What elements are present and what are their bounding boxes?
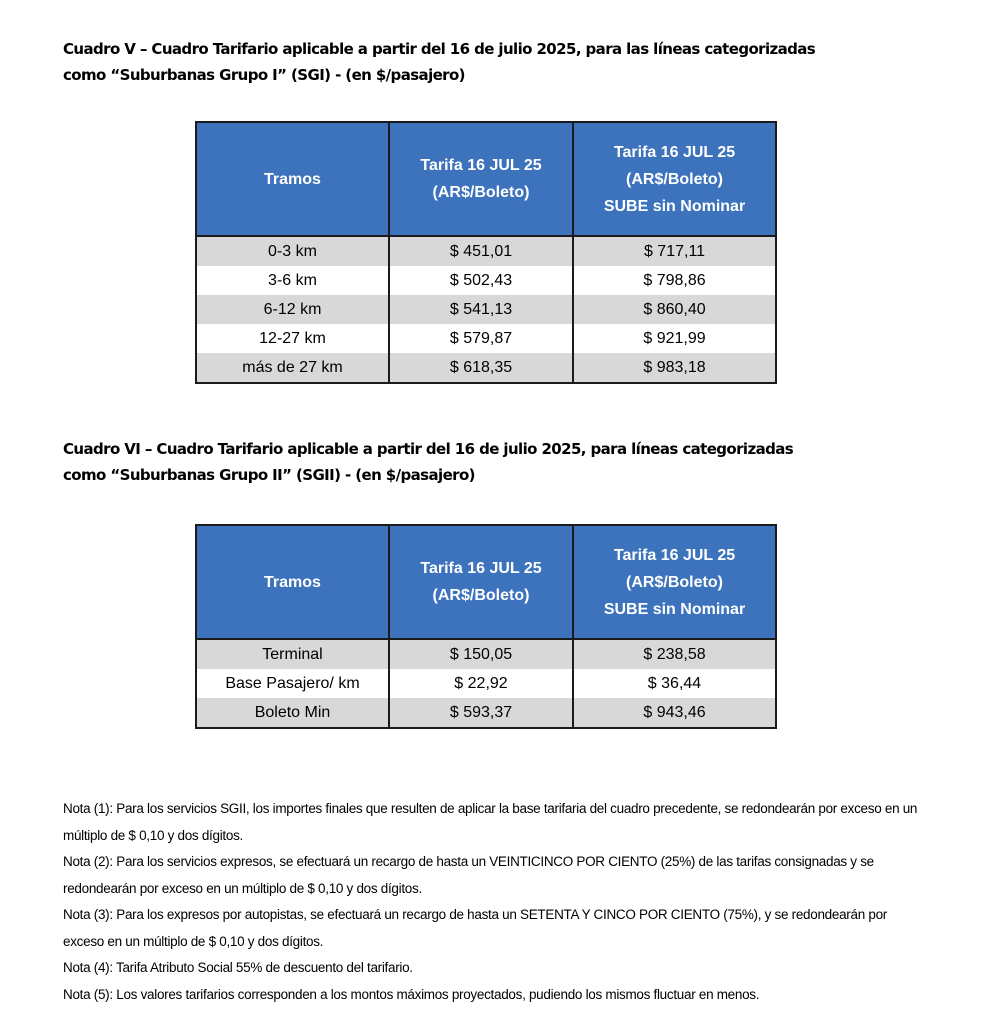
cell-sube: $ 983,18 <box>573 353 776 383</box>
header-tramos: Tramos <box>196 525 389 639</box>
cuadro-vi-table <box>195 524 777 729</box>
cuadro-vi-caption <box>63 436 923 488</box>
cuadro-vi-caption-line1: Cuadro VI – Cuadro Tarifario aplicable a partir del 16 de julio 2025, para líneas categorizadas <box>63 440 794 458</box>
table-row <box>196 669 776 698</box>
cell-tarifa: $ 502,43 <box>389 266 573 295</box>
note-1: Nota (1): Para los servicios SGII, los importes finales que resulten de aplicar la base tarifaria del cuadro precedente, se redondearán por exceso en un múltiplo de $ 0,10 y dos dígitos. <box>63 801 918 843</box>
note-5: Nota (5): Los valores tarifarios corresponden a los montos máximos proyectados, pudiendo los mismos fluctuar en menos. <box>63 986 760 1002</box>
table-row <box>196 266 776 295</box>
cell-tramo: Boleto Min <box>196 698 389 728</box>
cell-sube: $ 798,86 <box>573 266 776 295</box>
cell-tarifa: $ 22,92 <box>389 669 573 698</box>
cell-tarifa: $ 150,05 <box>389 639 573 669</box>
cell-tarifa: $ 541,13 <box>389 295 573 324</box>
table-row <box>196 324 776 353</box>
table-row <box>196 236 776 266</box>
cuadro-v-caption <box>63 36 923 88</box>
note-4: Nota (4): Tarifa Atributo Social 55% de descuento del tarifario. <box>63 960 413 975</box>
note-2: Nota (2): Para los servicios expresos, se efectuará un recargo de hasta un VEINTICINCO POR CIENTO (25%) de las tarifas consignadas y se redondearán por exceso en un múltiplo de $ 0,10 y dos dígitos. <box>63 854 874 896</box>
table-header-row <box>196 525 776 639</box>
cell-sube: $ 238,58 <box>573 639 776 669</box>
note-3: Nota (3): Para los expresos por autopistas, se efectuará un recargo de hasta un SETENTA Y CINCO POR CIENTO (75%), y se redondearán por exceso en un múltiplo de $ 0,10 y dos dígitos. <box>63 907 887 949</box>
cell-tarifa: $ 451,01 <box>389 236 573 266</box>
table-row <box>196 295 776 324</box>
cell-tarifa: $ 579,87 <box>389 324 573 353</box>
cell-tramo: 3-6 km <box>196 266 389 295</box>
cell-tramo: 12-27 km <box>196 324 389 353</box>
cell-sube: $ 717,11 <box>573 236 776 266</box>
cell-sube: $ 921,99 <box>573 324 776 353</box>
cell-tramo: Terminal <box>196 639 389 669</box>
cell-tramo: 0-3 km <box>196 236 389 266</box>
header-tarifa: Tarifa 16 JUL 25 (AR$/Boleto) <box>389 525 573 639</box>
cell-sube: $ 36,44 <box>573 669 776 698</box>
cuadro-v-table <box>195 121 777 384</box>
table-row <box>196 639 776 669</box>
cell-sube: $ 860,40 <box>573 295 776 324</box>
cell-tramo: más de 27 km <box>196 353 389 383</box>
header-sube: Tarifa 16 JUL 25 (AR$/Boleto) SUBE sin Nominar <box>573 525 776 639</box>
table-header-row <box>196 122 776 236</box>
cuadro-vi-caption-line2: como “Suburbanas Grupo II” (SGII) - (en $/pasajero) <box>63 466 475 484</box>
notes-section <box>63 796 923 1008</box>
table-row <box>196 698 776 728</box>
cell-tarifa: $ 593,37 <box>389 698 573 728</box>
cuadro-v-caption-line1: Cuadro V – Cuadro Tarifario aplicable a partir del 16 de julio 2025, para las líneas categorizadas <box>63 40 816 58</box>
cuadro-v-caption-line2: como “Suburbanas Grupo I” (SGI) - (en $/pasajero) <box>63 66 465 84</box>
table-row <box>196 353 776 383</box>
header-tarifa: Tarifa 16 JUL 25 (AR$/Boleto) <box>389 122 573 236</box>
header-tramos: Tramos <box>196 122 389 236</box>
header-sube: Tarifa 16 JUL 25 (AR$/Boleto) SUBE sin Nominar <box>573 122 776 236</box>
cell-tarifa: $ 618,35 <box>389 353 573 383</box>
cell-tramo: 6-12 km <box>196 295 389 324</box>
cell-tramo: Base Pasajero/ km <box>196 669 389 698</box>
cell-sube: $ 943,46 <box>573 698 776 728</box>
